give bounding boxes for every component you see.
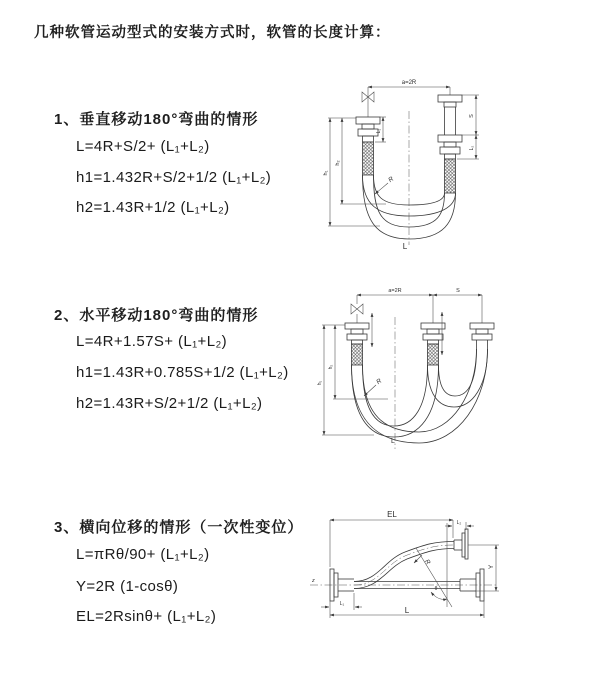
diagram-vertical-180-bend	[318, 73, 490, 259]
section-3-heading: 3、横向位移的情形（一次性变位）	[54, 519, 304, 536]
section-2-formula-L: L=4R+1.57S+ (L₁+L₂)	[76, 333, 228, 350]
section-3-formula-EL: EL=2Rsinθ+ (L₁+L₂)	[76, 608, 217, 625]
section-1-formula-L: L=4R+S/2+ (L₁+L₂)	[76, 138, 210, 155]
dim-l1-label: L₁	[339, 601, 345, 607]
dim-l2-label: L₂	[456, 520, 462, 526]
dim-h1-label: h₁	[323, 170, 329, 176]
section-2-formula-h1: h1=1.43R+0.785S+1/2 (L₁+L₂)	[76, 364, 289, 381]
dim-angle-label: θ	[434, 586, 438, 592]
dim-h1-label: h₁	[317, 380, 323, 386]
dim-radius-label: R	[423, 558, 432, 567]
dim-radius-label: R	[387, 175, 396, 184]
dim-h2-label: h₂	[328, 364, 334, 370]
dim-s-label: S	[456, 288, 460, 294]
dim-length-label: L	[402, 242, 408, 251]
dim-radius-label: R	[375, 377, 384, 386]
section-3-formula-L: L=πRθ/90+ (L₁+L₂)	[76, 546, 210, 563]
dim-l2-label: L₂	[469, 145, 475, 151]
middle-pipe-fitting	[421, 323, 445, 365]
dim-s-label: S	[469, 114, 475, 118]
section-1-formula-h1: h1=1.432R+S/2+1/2 (L₁+L₂)	[76, 169, 272, 186]
axis-mark-label: z	[312, 578, 315, 584]
dim-top-width-label: a=2R	[388, 288, 402, 294]
section-1-heading: 1、垂直移动180°弯曲的情形	[54, 111, 259, 128]
valve-icon	[351, 295, 363, 323]
section-2-formula-h2: h2=1.43R+S/2+1/2 (L₁+L₂)	[76, 395, 263, 412]
dim-length-label: L	[404, 606, 410, 615]
dim-l1-label: L₁	[376, 128, 382, 134]
section-2-heading: 2、水平移动180°弯曲的情形	[54, 307, 259, 324]
valve-icon	[362, 87, 374, 117]
left-pipe-fitting	[345, 323, 369, 365]
dim-el-label: EL	[387, 510, 397, 519]
hose-u-bends	[352, 349, 488, 443]
diagram-lateral-displacement	[306, 503, 506, 628]
dim-y-label: Y	[488, 564, 495, 570]
section-1-formula-h2: h2=1.43R+1/2 (L₁+L₂)	[76, 199, 230, 216]
section-3-formula-Y: Y=2R (1-cosθ)	[76, 578, 179, 595]
left-pipe-fitting	[356, 117, 380, 175]
dim-top-width-label: a=2R	[401, 80, 417, 86]
right-pipe-fitting	[470, 323, 494, 349]
page-title: 几种软管运动型式的安装方式时，软管的长度计算：	[34, 25, 391, 41]
dim-h2-label: h₂	[335, 160, 341, 166]
right-pipe-fitting	[438, 87, 462, 193]
dim-length-label: L	[391, 438, 395, 445]
diagram-horizontal-180-bend	[318, 283, 500, 451]
hose-displaced-position	[354, 529, 468, 589]
